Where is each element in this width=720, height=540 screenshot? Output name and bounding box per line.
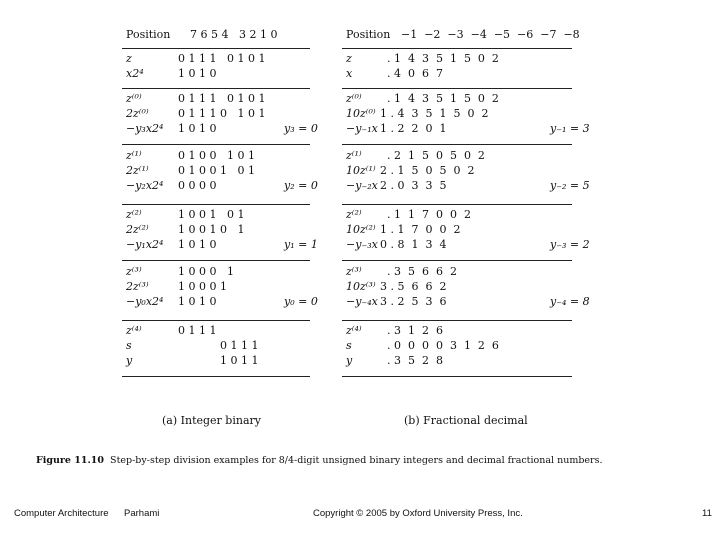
table-row (122, 107, 310, 120)
table-row (122, 223, 310, 236)
footer-page-number: 11 (702, 508, 712, 519)
row-digits: 1 0 1 0 (178, 67, 217, 80)
row-digits: 1 0 0 1 0 1 (178, 223, 245, 236)
row-digits: . 2 1 5 0 5 0 2 (380, 149, 485, 162)
row-digits: . 1 1 7 0 0 2 (380, 208, 471, 221)
row-digits: 0 1 0 0 1 0 1 (178, 149, 255, 162)
row-label: z⁽⁰⁾ (346, 92, 362, 105)
row-label: −y₋₃x (346, 238, 378, 251)
table-row (342, 324, 572, 337)
table-row (342, 280, 572, 293)
table-row (122, 122, 318, 135)
table-header (342, 22, 580, 49)
quotient-digit-note: y₂ = 0 (284, 179, 318, 192)
quotient-digit-note: y₃ = 0 (284, 122, 318, 135)
table-row (122, 339, 310, 352)
header-label: Position (346, 28, 391, 41)
header-digits: 7 6 5 4 3 2 1 0 (190, 28, 278, 41)
row-label: 2z⁽⁰⁾ (126, 107, 149, 120)
table-row (122, 208, 310, 221)
row-digits: . 3 1 2 6 (380, 324, 443, 337)
quotient-digit-note: y₋₄ = 8 (550, 295, 590, 308)
row-label: 2z⁽¹⁾ (126, 164, 149, 177)
figure-caption (36, 455, 602, 466)
row-label: z⁽⁴⁾ (346, 324, 362, 337)
table-row (122, 67, 310, 80)
row-label: −y₋₂x (346, 179, 378, 192)
row-digits: 0 1 0 0 1 0 1 (178, 164, 255, 177)
row-label: z⁽³⁾ (346, 265, 362, 278)
row-digits: 0 1 1 1 0 1 0 1 (178, 107, 266, 120)
row-digits: 1 0 1 1 (178, 354, 259, 367)
quotient-digit-note: y₀ = 0 (284, 295, 318, 308)
row-label: −y₃x2⁴ (126, 122, 164, 135)
table-row (122, 164, 310, 177)
quotient-digit-note: y₋₂ = 5 (550, 179, 590, 192)
row-label: 10z⁽¹⁾ (346, 164, 376, 177)
row-digits: 1 0 1 0 (178, 122, 217, 135)
row-label: 2z⁽³⁾ (126, 280, 149, 293)
row-digits: 1 0 1 0 (178, 295, 217, 308)
table-header (122, 22, 310, 49)
table-row (342, 67, 572, 80)
row-label: −y₀x2⁴ (126, 295, 164, 308)
row-label: z⁽⁰⁾ (126, 92, 142, 105)
header-digits: −1 −2 −3 −4 −5 −6 −7 −8 (394, 28, 580, 41)
row-digits: 1 0 1 0 (178, 238, 217, 251)
table-row (122, 52, 310, 65)
row-digits: 3 . 5 6 6 2 (380, 280, 447, 293)
row-label: z⁽¹⁾ (126, 149, 142, 162)
table-row (342, 107, 572, 120)
row-label: −y₋₄x (346, 295, 378, 308)
row-label: 10z⁽⁰⁾ (346, 107, 376, 120)
quotient-digit-note: y₋₃ = 2 (550, 238, 590, 251)
table-row (122, 324, 310, 337)
row-label: z⁽³⁾ (126, 265, 142, 278)
table-row (342, 238, 590, 251)
row-label: z⁽²⁾ (346, 208, 362, 221)
row-digits: 0 1 1 1 (178, 339, 259, 352)
table-row (342, 52, 572, 65)
row-label: y (126, 354, 133, 367)
row-digits: . 0 0 0 0 3 1 2 6 (380, 339, 499, 352)
table-row (342, 149, 572, 162)
table-row (342, 122, 590, 135)
row-label: s (126, 339, 132, 352)
row-digits: 1 0 0 1 0 1 (178, 208, 245, 221)
row-digits: . 3 5 2 8 (380, 354, 443, 367)
table-row (342, 339, 572, 352)
row-label: y (346, 354, 353, 367)
row-digits: 0 1 1 1 (178, 324, 217, 337)
row-label: s (346, 339, 352, 352)
table-row (122, 280, 310, 293)
row-digits: 3 . 2 5 3 6 (380, 295, 447, 308)
row-label: z⁽²⁾ (126, 208, 142, 221)
row-label: −y₋₁x (346, 122, 378, 135)
table-row (122, 149, 310, 162)
table-row (342, 354, 572, 367)
row-label: x (346, 67, 353, 80)
caption-fractional-decimal: (b) Fractional decimal (404, 414, 528, 427)
figure-label: Figure 11.10 (36, 455, 105, 466)
row-label: 10z⁽³⁾ (346, 280, 376, 293)
caption-integer-binary: (a) Integer binary (162, 414, 261, 427)
row-label: 10z⁽²⁾ (346, 223, 376, 236)
row-digits: . 4 0 6 7 (380, 67, 443, 80)
slide-footer (0, 508, 720, 524)
table-row (122, 179, 318, 192)
row-digits: 1 0 0 0 1 (178, 280, 227, 293)
table-row (122, 92, 310, 105)
row-digits: 0 1 1 1 0 1 0 1 (178, 92, 266, 105)
table-row (342, 223, 572, 236)
table-row (122, 354, 310, 367)
row-label: z (346, 52, 352, 65)
row-label: z⁽¹⁾ (346, 149, 362, 162)
row-digits: 2 . 0 3 3 5 (380, 179, 447, 192)
row-digits: 1 . 1 7 0 0 2 (380, 223, 461, 236)
row-label: −y₂x2⁴ (126, 179, 164, 192)
row-digits: . 1 4 3 5 1 5 0 2 (380, 52, 499, 65)
row-label: 2z⁽²⁾ (126, 223, 149, 236)
row-digits: 0 0 0 0 (178, 179, 217, 192)
row-digits: 1 . 2 2 0 1 (380, 122, 447, 135)
table-row (342, 92, 572, 105)
table-row (342, 164, 572, 177)
table-row (342, 208, 572, 221)
row-digits: 1 0 0 0 1 (178, 265, 234, 278)
figure-caption-text: Step-by-step division examples for 8/4-digit unsigned binary integers and decimal fractional numbers. (104, 455, 603, 466)
row-digits: 0 . 8 1 3 4 (380, 238, 447, 251)
table-row (342, 179, 590, 192)
row-digits: . 1 4 3 5 1 5 0 2 (380, 92, 499, 105)
row-label: z⁽⁴⁾ (126, 324, 142, 337)
footer-author: Parhami (124, 508, 160, 519)
row-digits: . 3 5 6 6 2 (380, 265, 457, 278)
table-row (122, 265, 310, 278)
row-label: −y₁x2⁴ (126, 238, 164, 251)
table-row (122, 238, 318, 251)
table-row (342, 295, 590, 308)
table-row (122, 295, 318, 308)
row-label: x2⁴ (126, 67, 144, 80)
row-label: z (126, 52, 132, 65)
row-digits: 1 . 4 3 5 1 5 0 2 (380, 107, 489, 120)
row-digits: 2 . 1 5 0 5 0 2 (380, 164, 475, 177)
header-label: Position (126, 28, 171, 41)
quotient-digit-note: y₋₁ = 3 (550, 122, 590, 135)
footer-copyright: Copyright © 2005 by Oxford University Press, Inc. (313, 508, 523, 519)
footer-course: Computer Architecture (14, 508, 109, 519)
row-digits: 0 1 1 1 0 1 0 1 (178, 52, 266, 65)
quotient-digit-note: y₁ = 1 (284, 238, 318, 251)
table-row (342, 265, 572, 278)
